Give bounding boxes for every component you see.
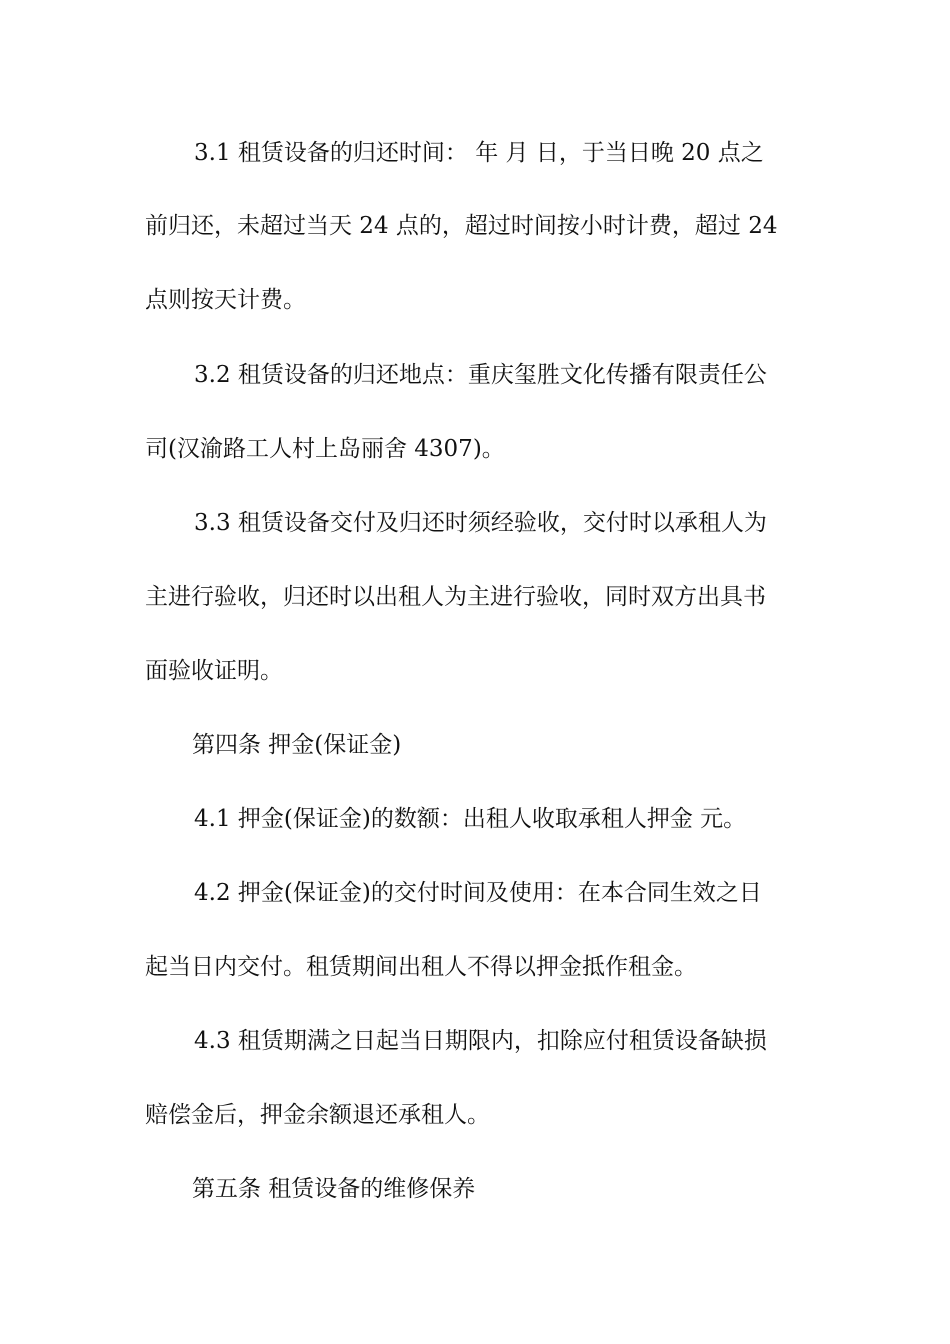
clause-3-1-line-2: 前归还，未超过当天 24 点的，超过时间按小时计费，超过 24 [145,213,778,239]
article-4-heading: 第四条 押金(保证金) [192,732,402,758]
clause-3-3-line-1: 3.3 租赁设备交付及归还时须经验收，交付时以承租人为 [194,510,767,536]
clause-3-3-line-2: 主进行验收，归还时以出租人为主进行验收，同时双方出具书 [145,584,766,610]
clause-4-3-line-2: 赔偿金后，押金余额退还承租人。 [145,1102,490,1128]
clause-4-2-line-1: 4.2 押金(保证金)的交付时间及使用：在本合同生效之日 [194,880,762,906]
article-5-heading: 第五条 租赁设备的维修保养 [192,1176,476,1202]
clause-4-2-line-2: 起当日内交付。租赁期间出租人不得以押金抵作租金。 [145,954,697,980]
clause-3-1-line-3: 点则按天计费。 [145,287,306,313]
clause-4-1-line-1: 4.1 押金(保证金)的数额：出租人收取承租人押金 元。 [194,806,747,832]
clause-3-1-line-1: 3.1 租赁设备的归还时间： 年 月 日，于当日晚 20 点之 [194,140,764,166]
clause-3-2-line-1: 3.2 租赁设备的归还地点：重庆玺胜文化传播有限责任公 [194,362,767,388]
clause-3-2-line-2: 司(汉渝路工人村上岛丽舍 4307)。 [145,436,505,462]
clause-4-3-line-1: 4.3 租赁期满之日起当日期限内，扣除应付租赁设备缺损 [194,1028,767,1054]
clause-3-3-line-3: 面验收证明。 [145,658,283,684]
